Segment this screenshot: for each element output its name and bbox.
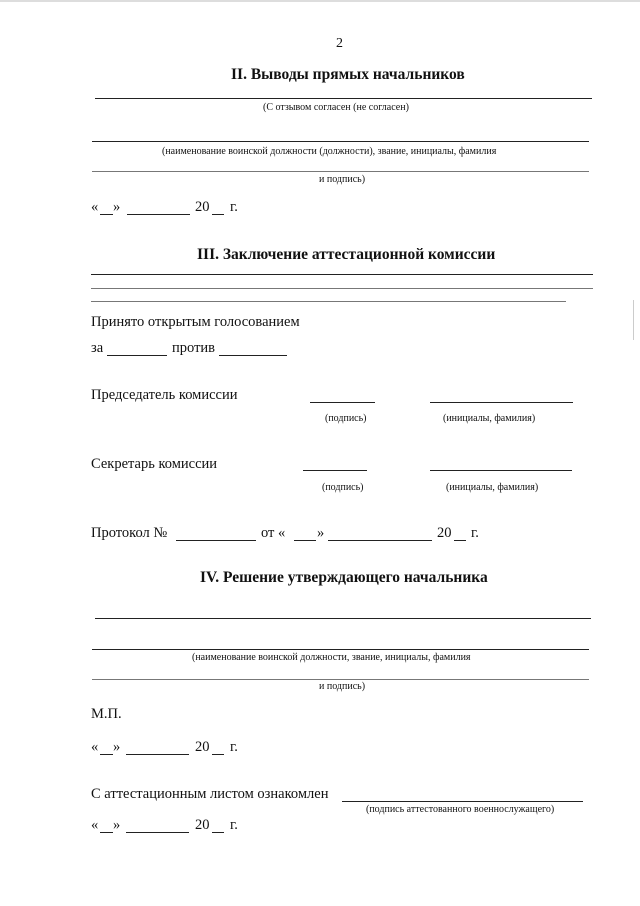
stamp-place: М.П. (91, 706, 122, 722)
protocol-year: 20 (437, 525, 452, 541)
date-month-line[interactable] (127, 214, 190, 215)
final-date-open: « (91, 817, 99, 833)
protocol-g: г. (471, 525, 479, 541)
vote-za: за (91, 340, 104, 356)
caption-attested: (подпись аттестованного военнослужащего) (366, 804, 555, 815)
secretary-name-line[interactable] (430, 470, 572, 471)
section3-title: III. Заключение аттестационной комиссии (197, 246, 496, 263)
decision-line[interactable] (95, 618, 591, 619)
decision-caption-position: (наименование воинской должности, звание, инициалы, фамилия (192, 652, 471, 663)
secretary-signature-line[interactable] (303, 470, 367, 471)
final-date-month-line[interactable] (126, 832, 189, 833)
decision-caption-sign: и подпись) (319, 681, 366, 692)
scan-side-edge (633, 300, 634, 340)
caption-position: (наименование воинской должности (должности), звание, инициалы, фамилия (162, 146, 497, 157)
decision-position-line[interactable] (92, 649, 589, 650)
decision-date-open: « (91, 739, 99, 755)
protocol-year-line[interactable] (454, 540, 466, 541)
protocol-close-quote: » (317, 525, 325, 541)
protocol-number-line[interactable] (176, 540, 256, 541)
decision-date-month-line[interactable] (126, 754, 189, 755)
chairman-label: Председатель комиссии (91, 387, 238, 403)
date-year-line[interactable] (212, 214, 224, 215)
vote-protiv-line[interactable] (219, 355, 287, 356)
sign-line[interactable] (92, 171, 589, 172)
decision-date-year-line[interactable] (212, 754, 224, 755)
secretary-cap-signature: (подпись) (322, 482, 364, 493)
date-day-line[interactable] (100, 214, 113, 215)
scan-top-edge (0, 0, 640, 2)
protocol-ot: от « (261, 525, 286, 541)
decision-sign-line[interactable] (92, 679, 589, 680)
position-line[interactable] (92, 141, 589, 142)
date-open-quote: « (91, 199, 99, 215)
vote-protiv: против (172, 340, 216, 356)
chairman-cap-initials: (инициалы, фамилия) (443, 413, 536, 424)
date-close-quote: » (113, 199, 121, 215)
caption-sign: и подпись) (319, 174, 366, 185)
final-date-g: г. (230, 817, 238, 833)
conclusion-line-2[interactable] (91, 288, 593, 289)
vote-za-line[interactable] (107, 355, 167, 356)
decision-date-close: » (113, 739, 121, 755)
conclusion-line-1[interactable] (91, 274, 593, 275)
date-g: г. (230, 199, 238, 215)
agree-line[interactable] (95, 98, 592, 99)
final-date-year-line[interactable] (212, 832, 224, 833)
protocol-day-line[interactable] (294, 540, 316, 541)
caption-agree: (С отзывом согласен (не согласен) (263, 102, 409, 113)
section4-title: IV. Решение утверждающего начальника (200, 569, 488, 586)
chairman-cap-signature: (подпись) (325, 413, 367, 424)
secretary-label: Секретарь комиссии (91, 456, 218, 472)
chairman-signature-line[interactable] (310, 402, 375, 403)
familiarized-label: С аттестационным листом ознакомлен (91, 786, 329, 802)
chairman-name-line[interactable] (430, 402, 573, 403)
final-date-day-line[interactable] (100, 832, 113, 833)
final-date-close: » (113, 817, 121, 833)
decision-date-g: г. (230, 739, 238, 755)
protocol-month-line[interactable] (328, 540, 432, 541)
decision-date-year: 20 (195, 739, 210, 755)
protocol-label: Протокол № (91, 525, 168, 541)
date-year: 20 (195, 199, 210, 215)
conclusion-line-3[interactable] (91, 301, 566, 302)
decision-date-day-line[interactable] (100, 754, 113, 755)
page-number: 2 (336, 36, 343, 51)
secretary-cap-initials: (инициалы, фамилия) (446, 482, 539, 493)
vote-text: Принято открытым голосованием (91, 314, 300, 330)
section2-title: II. Выводы прямых начальников (231, 66, 465, 83)
final-date-year: 20 (195, 817, 210, 833)
attested-signature-line[interactable] (342, 801, 583, 802)
